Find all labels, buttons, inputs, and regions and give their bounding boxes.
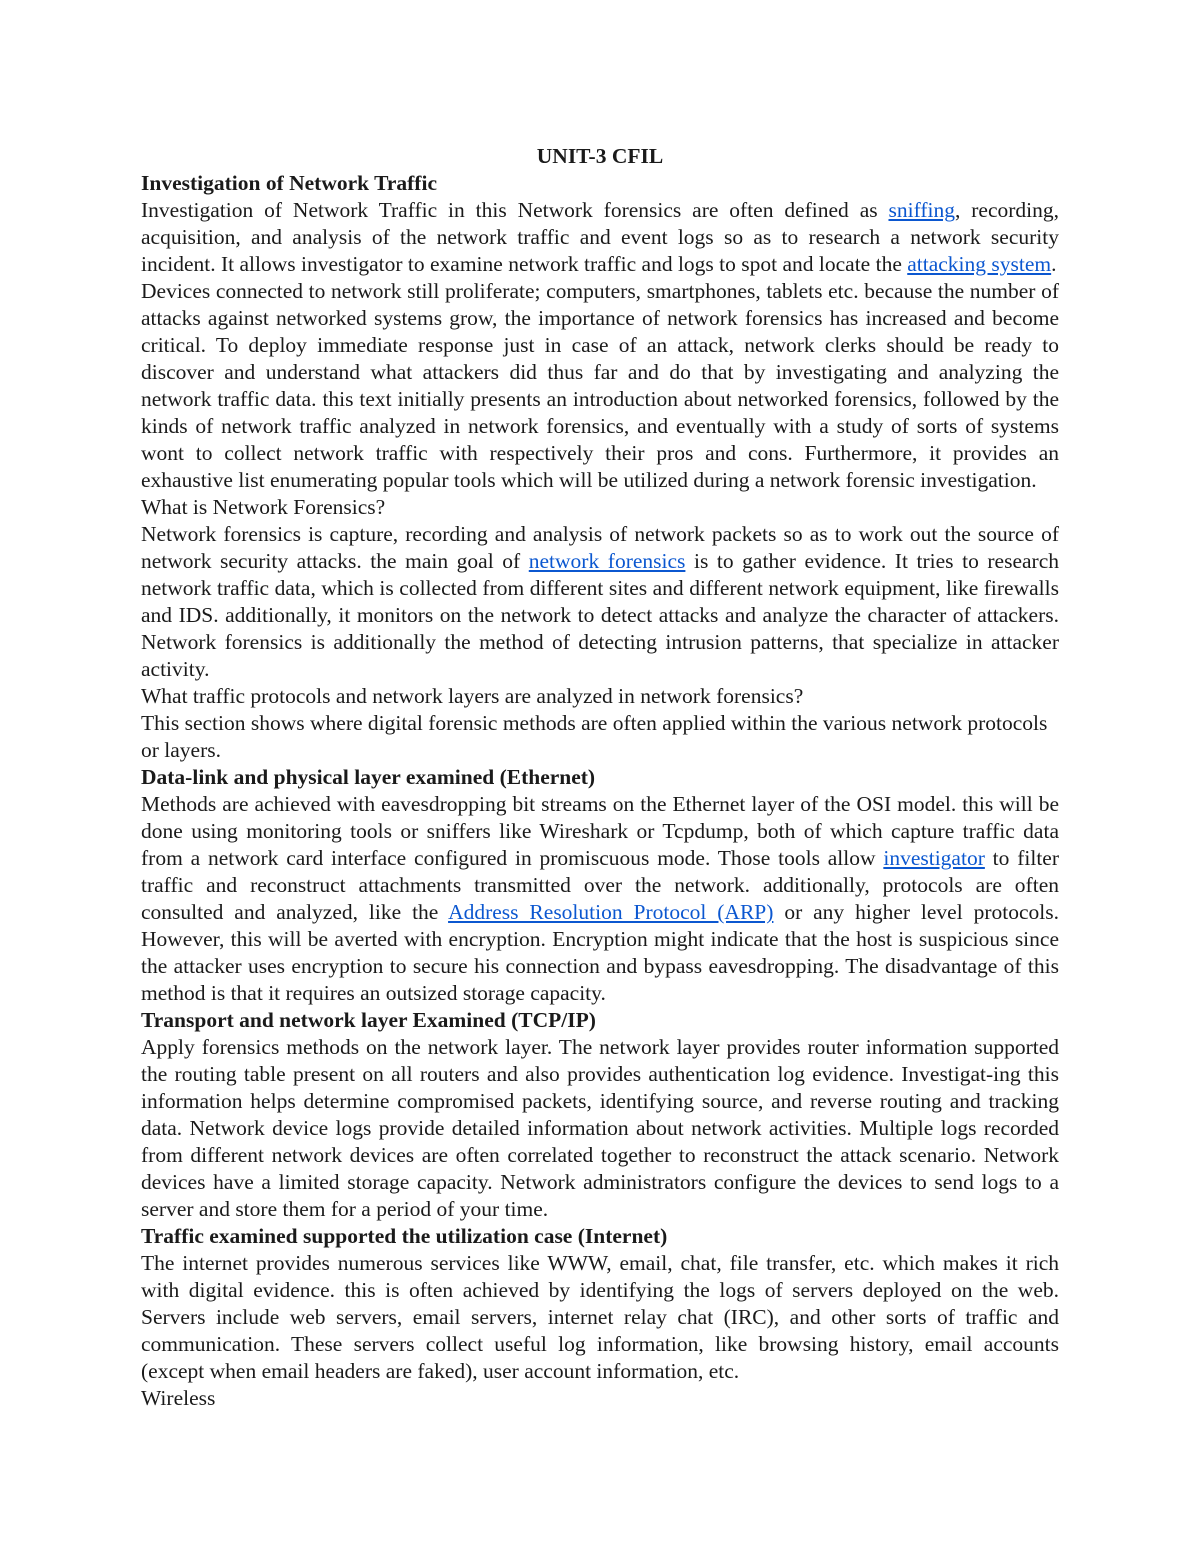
paragraph-intro <box>141 197 1059 278</box>
paragraph-text: Network forensics is capture, recording and analysis of network packets so as to work out the source of network security attacks. the main goal of <box>141 522 1059 573</box>
document-title: UNIT-3 CFIL <box>536 144 664 168</box>
link-investigator[interactable]: investigator <box>883 846 985 870</box>
paragraph-text: is to gather evidence. It tries to research network traffic data, which is collected from different sites and different network equipment, like firewalls and IDS. additionally, it monitors on the network to detect attacks and analyze the character of attackers. Network forensics is additionally the method of detecting intrusion patterns, that specialize in attacker activity. <box>141 549 1059 681</box>
paragraph-text: . <box>1051 252 1057 276</box>
paragraph-ethernet <box>141 791 1059 1007</box>
paragraph-text: or any higher level protocols. However, this will be averted with encryption. Encryption might indicate that the host is suspicious since the attacker uses encryption to secure his connection and bypass eavesdropping. The disadvantage of this method is that it requires an outsized storage capacity. <box>141 900 1059 1005</box>
trailing-text-wireless: Wireless <box>141 1386 216 1410</box>
paragraph-text: , recording, acquisition, and analysis of the network traffic and event logs so as to research a network security incident. It allows investigator to examine network traffic and logs to spot and locate the <box>141 198 1059 276</box>
paragraph-text: Investigation of Network Traffic in this Network forensics are often defined as <box>141 198 889 222</box>
paragraph-network-forensics-definition <box>141 521 1059 683</box>
heading-transport-network-layer: Transport and network layer Examined (TCP/IP) <box>141 1008 596 1032</box>
question-traffic-protocols: What traffic protocols and network layers are analyzed in network forensics? <box>141 684 804 708</box>
paragraph-text: Methods are achieved with eavesdropping bit streams on the Ethernet layer of the OSI model. this will be done using monitoring tools or sniffers like Wireshark or Tcpdump, both of which capture traffic data from a network card interface configured in promiscuous mode. Those tools allow <box>141 792 1059 870</box>
paragraph-section-overview: This section shows where digital forensic methods are often applied within the various network protocols or layers. <box>141 711 1048 762</box>
document-page <box>141 143 1059 1412</box>
link-arp[interactable]: Address Resolution Protocol (ARP) <box>448 900 774 924</box>
link-network-forensics[interactable]: network forensics <box>528 549 686 573</box>
paragraph-text: to filter traffic and reconstruct attachments transmitted over the network. additionally, protocols are often consulted and analyzed, like the <box>141 846 1059 924</box>
link-attacking-system[interactable]: attacking system <box>907 252 1052 276</box>
paragraph-tcp-ip: Apply forensics methods on the network layer. The network layer provides router information supported the routing table present on all routers and also provides authentication log evidence. Investigat-ing this information helps determine compromised packets, identifying source, and reverse routing and tracking data. Network device logs provide detailed information about network activities. Multiple logs recorded from different network devices are often correlated together to reconstruct the attack scenario. Network devices have a limited storage capacity. Network administrators configure the devices to send logs to a server and store them for a period of your time. <box>141 1035 1059 1221</box>
paragraph-internet: The internet provides numerous services like WWW, email, chat, file transfer, etc. which makes it rich with digital evidence. this is often achieved by identifying the logs of servers deployed on the web. Servers include web servers, email servers, internet relay chat (IRC), and other sorts of traffic and communication. These servers collect useful log information, like browsing history, email accounts (except when email headers are faked), user account information, etc. <box>141 1251 1059 1383</box>
heading-data-link-layer: Data-link and physical layer examined (Ethernet) <box>141 765 596 789</box>
heading-internet-traffic: Traffic examined supported the utilization case (Internet) <box>141 1224 668 1248</box>
question-what-is-network-forensics: What is Network Forensics? <box>141 495 386 519</box>
heading-investigation-of-network-traffic: Investigation of Network Traffic <box>141 171 437 195</box>
paragraph-devices: Devices connected to network still proliferate; computers, smartphones, tablets etc. because the number of attacks against networked systems grow, the importance of network forensics has increased and become critical. To deploy immediate response just in case of an attack, network clerks should be ready to discover and understand what attackers did thus far and do that by investigating and analyzing the network traffic data. this text initially presents an introduction about networked forensics, followed by the kinds of network traffic analyzed in network forensics, and eventually with a study of sorts of systems wont to collect network traffic with respectively their pros and cons. Furthermore, it provides an exhaustive list enumerating popular tools which will be utilized during a network forensic investigation. <box>141 279 1059 492</box>
link-sniffing[interactable]: sniffing <box>888 198 955 222</box>
